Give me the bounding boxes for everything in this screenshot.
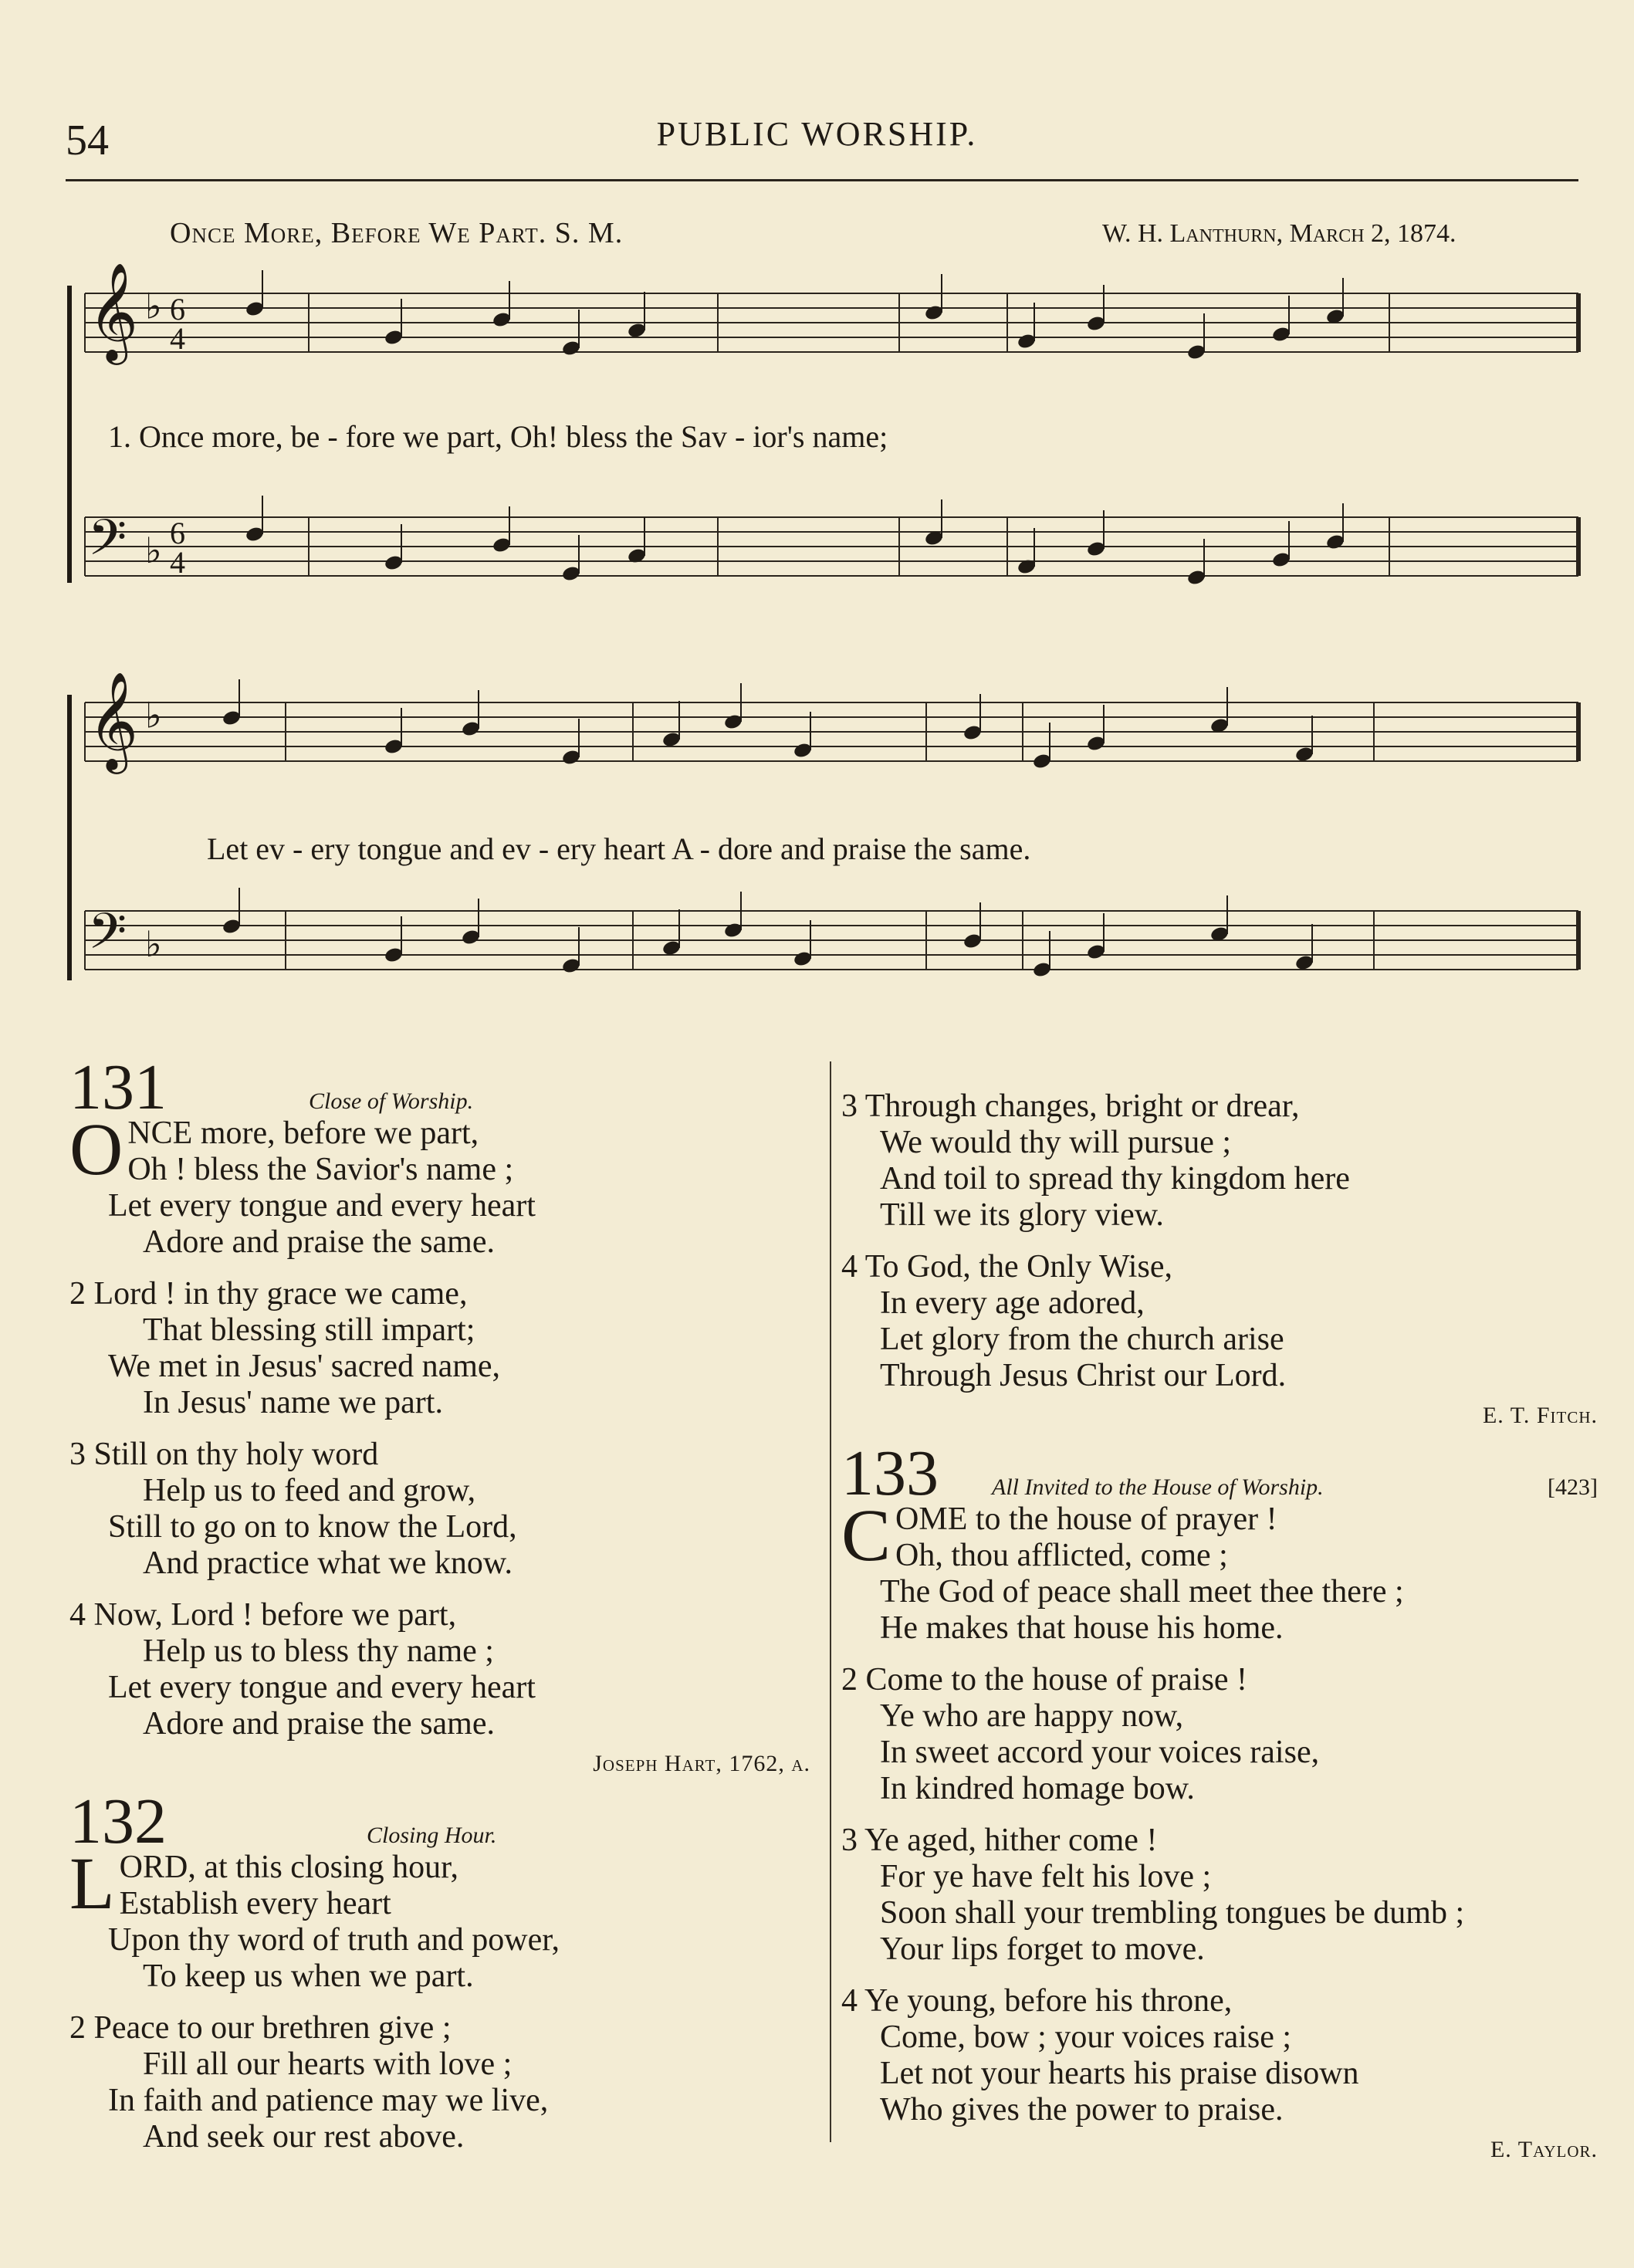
bass-clef: 𝄢: [88, 509, 127, 579]
stanza-line: We would thy will pursue ;: [880, 1125, 1232, 1160]
hymn-133-stanza-1: [841, 1494, 1598, 1647]
hymn-132-stanza-3: [841, 1088, 1598, 1234]
stanza-line: 3 Through changes, bright or drear,: [841, 1088, 1300, 1124]
stanza-line: In every age adored,: [880, 1285, 1145, 1321]
running-head: PUBLIC WORSHIP.: [656, 115, 978, 153]
stanza-line: 2 Peace to our brethren give ;: [69, 2010, 452, 2046]
stanza-line: To keep us when we part.: [143, 1958, 474, 1994]
hymn-131-stanza-1: [69, 1108, 810, 1261]
drop-cap: C: [841, 1494, 891, 1576]
hymn-131-stanza-3: [69, 1437, 810, 1582]
hymn-132-header: [69, 1786, 810, 1857]
stanza-line: Who gives the power to praise.: [880, 2092, 1284, 2128]
hymn-132-stanza-2: [69, 2010, 810, 2155]
hymn-title: Close of Worship.: [309, 1088, 474, 1114]
system-2-lyric: Let ev - ery tongue and ev - ery heart A - dore and praise the same.: [207, 831, 1031, 866]
hymn-number: 132: [69, 1786, 167, 1857]
stanza-line: Adore and praise the same.: [143, 1224, 495, 1260]
stanza-line: Adore and praise the same.: [143, 1706, 495, 1742]
right-column: [841, 1088, 1598, 2182]
hymn-author: E. Taylor.: [1490, 2137, 1598, 2162]
flat-sign: ♭: [145, 694, 162, 736]
hymn-133-header: [841, 1437, 1598, 1509]
stanza-line: In sweet accord your voices raise,: [880, 1735, 1320, 1770]
stanza-line: The God of peace shall meet thee there ;: [880, 1574, 1404, 1610]
stanza-line: In faith and patience may we live,: [108, 2083, 549, 2118]
hymn-133-stanza-3: [841, 1823, 1598, 1968]
stanza-line: And seek our rest above.: [143, 2119, 465, 2155]
stanza-line: Let every tongue and every heart: [108, 1670, 536, 1705]
hymn-title: All Invited to the House of Worship.: [992, 1474, 1324, 1500]
stanza-line: COME to the house of prayer !: [841, 1494, 1277, 1576]
system-1-lyric: 1. Once more, be - fore we part, Oh! bless the Sav - ior's name;: [108, 419, 888, 454]
stanza-line: Still to go on to know the Lord,: [108, 1509, 517, 1545]
hymn-131-header: [69, 1051, 810, 1123]
hymn-133-stanza-2: [841, 1662, 1598, 1807]
treble-clef: 𝄞: [88, 261, 139, 361]
stanza-line: 4 Now, Lord ! before we part,: [69, 1597, 457, 1633]
stanza-line: Your lips forget to move.: [880, 1931, 1205, 1967]
stanza-line: Soon shall your trembling tongues be dumb ;: [880, 1895, 1465, 1931]
stanza-line: That blessing still impart;: [143, 1312, 475, 1348]
stanza-line: LORD, at this closing hour,: [69, 1842, 458, 1924]
stanza-line: ONCE more, before we part,: [69, 1108, 479, 1190]
stanza-line: Let every tongue and every heart: [108, 1188, 536, 1224]
hymn-132-stanza-4: [841, 1249, 1598, 1394]
drop-cap: O: [69, 1108, 123, 1190]
stanza-line: Let not your hearts his praise disown: [880, 2056, 1359, 2091]
stanza-line: Till we its glory view.: [880, 1197, 1164, 1233]
treble-clef: 𝄞: [88, 672, 139, 770]
stanza-line: Upon thy word of truth and power,: [108, 1922, 560, 1958]
stanza-line: 3 Still on thy holy word: [69, 1437, 379, 1472]
hymn-author: E. T. Fitch.: [1482, 1403, 1598, 1428]
hymn-title: Closing Hour.: [367, 1823, 497, 1848]
hymn-number: 131: [69, 1051, 167, 1123]
stanza-line: Through Jesus Christ our Lord.: [880, 1358, 1287, 1393]
time-signature-bottom: 4: [170, 545, 185, 581]
stanza-line: Help us to feed and grow,: [143, 1473, 476, 1508]
flat-sign: ♭: [145, 922, 162, 965]
stanza-line: Fill all our hearts with love ;: [143, 2046, 513, 2082]
time-signature-top: 6: [170, 292, 185, 327]
stanza-line: And practice what we know.: [143, 1545, 513, 1581]
tune-title: Once More, Before We Part. S. M.: [170, 217, 624, 249]
stanza-line: He makes that house his home.: [880, 1610, 1284, 1646]
stanza-line: Let glory from the church arise: [880, 1322, 1284, 1357]
hymn-131-stanza-4: [69, 1597, 810, 1742]
time-signature-top: 6: [170, 516, 185, 551]
stanza-line: And toil to spread thy kingdom here: [880, 1161, 1350, 1197]
stanza-line: Oh ! bless the Savior's name ;: [127, 1152, 514, 1187]
hymn-reference: [423]: [1548, 1474, 1598, 1500]
column-divider: [830, 1061, 831, 2142]
left-column: [69, 1051, 810, 2171]
flat-sign: ♭: [145, 285, 162, 327]
hymn-number: 133: [841, 1437, 939, 1509]
stanza-line: 4 Ye young, before his throne,: [841, 1983, 1233, 2019]
stanza-line: 3 Ye aged, hither come !: [841, 1823, 1158, 1858]
stanza-line: For ye have felt his love ;: [880, 1859, 1212, 1894]
stanza-line: Establish every heart: [119, 1886, 391, 1921]
stanza-line: Come, bow ; your voices raise ;: [880, 2019, 1292, 2055]
page-number: 54: [66, 117, 109, 164]
hymn-author: Joseph Hart, 1762, a.: [593, 1751, 810, 1776]
stanza-line: We met in Jesus' sacred name,: [108, 1349, 501, 1384]
hymn-132-stanza-1: [69, 1842, 810, 1995]
header-rule: [66, 179, 1578, 181]
stanza-line: Oh, thou afflicted, come ;: [895, 1538, 1228, 1573]
hymn-131-stanza-2: [69, 1276, 810, 1421]
hymn-133-stanza-4: [841, 1983, 1598, 2128]
tune-composer: W. H. Lanthurn, March 2, 1874.: [1102, 219, 1456, 248]
stanza-line: 2 Come to the house of praise !: [841, 1662, 1248, 1698]
time-signature-bottom: 4: [170, 321, 185, 357]
stanza-line: Ye who are happy now,: [880, 1698, 1184, 1734]
bass-clef: 𝄢: [88, 902, 127, 973]
stanza-line: 2 Lord ! in thy grace we came,: [69, 1276, 468, 1312]
stanza-line: In kindred homage bow.: [880, 1771, 1195, 1806]
stanza-line: 4 To God, the Only Wise,: [841, 1249, 1172, 1285]
stanza-line: In Jesus' name we part.: [143, 1385, 443, 1420]
drop-cap: L: [69, 1842, 115, 1924]
stanza-line: Help us to bless thy name ;: [143, 1633, 494, 1669]
flat-sign: ♭: [145, 529, 162, 571]
